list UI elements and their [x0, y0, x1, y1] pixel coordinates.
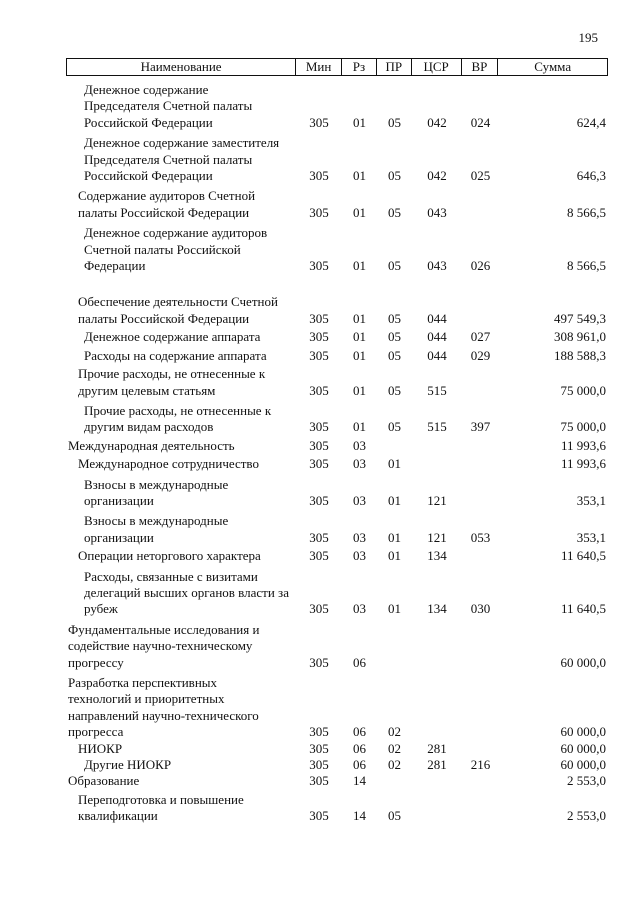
row-sum: 11 640,5 — [560, 548, 606, 564]
row-name — [66, 741, 296, 757]
row-name-line: направлений научно-технического — [68, 707, 259, 723]
row-name — [66, 294, 296, 327]
row-name-line: делегаций высших органов власти за — [84, 584, 289, 600]
row-sum: 2 553,0 — [567, 808, 606, 824]
row-name — [66, 366, 296, 399]
row-sum: 308 961,0 — [554, 329, 606, 345]
row-name-line: Денежное содержание аппарата — [84, 329, 261, 345]
header-pr: ПР — [377, 59, 412, 75]
table-row — [66, 456, 608, 472]
row-name-line: Прочие расходы, не отнесенные к — [78, 366, 266, 382]
row-name-line: Взносы в международные — [84, 513, 229, 529]
row-rz: 03 — [353, 529, 366, 545]
table-row — [66, 82, 608, 131]
row-name-line: Счетной палаты Российской — [84, 241, 241, 257]
row-name-line: Российской Федерации — [84, 114, 213, 130]
row-min: 305 — [309, 258, 329, 274]
row-sum: 8 566,5 — [567, 258, 606, 274]
row-pr: 01 — [388, 529, 401, 545]
row-name-line: Денежное содержание — [84, 82, 209, 97]
row-vr: 027 — [470, 329, 491, 345]
table-row — [66, 675, 608, 741]
row-rz: 03 — [353, 492, 366, 508]
row-rz: 01 — [353, 382, 366, 398]
row-vr: 025 — [470, 168, 491, 184]
row-rz: 06 — [353, 654, 366, 670]
row-name — [66, 438, 296, 454]
row-name-line: Операции неторгового характера — [78, 548, 261, 564]
row-rz: 14 — [353, 773, 366, 789]
row-min: 305 — [309, 757, 329, 773]
row-name-line: прогрессу — [68, 654, 124, 670]
header-name: Наименование — [67, 59, 296, 75]
table-row — [66, 403, 608, 436]
row-csr: 515 — [427, 382, 447, 398]
header-sum: Сумма — [534, 59, 572, 74]
row-min: 305 — [309, 347, 329, 363]
row-name-line: организации — [84, 529, 154, 545]
row-name-line: Прочие расходы, не отнесенные к — [84, 402, 272, 418]
row-min: 305 — [309, 654, 329, 670]
row-min: 305 — [309, 529, 329, 545]
row-name-line: технологий и приоритетных — [68, 691, 225, 707]
row-name — [66, 225, 296, 274]
row-vr: 024 — [470, 114, 491, 130]
row-rz: 01 — [353, 114, 366, 130]
row-vr: 026 — [470, 258, 491, 274]
row-min: 305 — [309, 740, 329, 756]
row-pr: 01 — [388, 492, 401, 508]
row-name — [66, 548, 296, 564]
row-csr: 121 — [427, 529, 447, 545]
row-csr: 134 — [427, 601, 447, 617]
row-name — [66, 513, 296, 546]
row-pr: 05 — [388, 808, 401, 824]
table-row — [66, 548, 608, 564]
row-name — [66, 792, 296, 825]
row-pr: 05 — [388, 310, 401, 326]
row-rz: 03 — [353, 456, 366, 472]
row-min: 305 — [309, 419, 329, 435]
header-min: Мин — [296, 59, 342, 75]
row-sum: 2 553,0 — [567, 773, 606, 789]
row-name — [66, 329, 296, 345]
row-name-line: Другие НИОКР — [84, 757, 172, 773]
row-name-line: Разработка перспективных — [68, 675, 218, 690]
row-name — [66, 675, 296, 741]
budget-table — [66, 58, 608, 825]
row-sum: 624,4 — [576, 114, 606, 130]
row-sum: 646,3 — [576, 168, 606, 184]
row-name-line: Обеспечение деятельности Счетной — [78, 294, 278, 310]
row-name — [66, 82, 296, 131]
row-name-line: Международная деятельность — [68, 437, 235, 453]
row-csr: 044 — [427, 310, 447, 326]
row-min: 305 — [309, 808, 329, 824]
row-min: 305 — [309, 382, 329, 398]
row-sum: 60 000,0 — [560, 740, 606, 756]
row-csr: 044 — [427, 347, 447, 363]
header-csr: ЦСР — [412, 59, 462, 75]
row-min: 305 — [309, 437, 329, 453]
table-row — [66, 757, 608, 773]
row-rz: 01 — [353, 258, 366, 274]
row-name-line: Международное сотрудничество — [78, 456, 259, 472]
row-min: 305 — [309, 548, 329, 564]
row-pr: 01 — [388, 548, 401, 564]
row-name-line: Содержание аудиторов Счетной — [78, 188, 256, 204]
row-name — [66, 188, 296, 221]
row-rz: 01 — [353, 168, 366, 184]
row-sum: 11 993,6 — [560, 456, 606, 472]
row-rz: 03 — [353, 548, 366, 564]
row-pr: 02 — [388, 757, 401, 773]
row-rz: 06 — [353, 724, 366, 740]
row-rz: 01 — [353, 204, 366, 220]
row-pr: 02 — [388, 724, 401, 740]
row-sum: 75 000,0 — [560, 382, 606, 398]
row-name-line: Денежное содержание заместителя — [84, 135, 280, 151]
row-name — [66, 477, 296, 510]
row-rz: 03 — [353, 437, 366, 453]
row-vr: 029 — [470, 347, 491, 363]
row-pr: 05 — [388, 168, 401, 184]
row-sum: 60 000,0 — [560, 724, 606, 740]
row-pr: 05 — [388, 382, 401, 398]
row-name-line: содействие научно-техническому — [68, 638, 253, 654]
table-row — [66, 773, 608, 789]
table-row — [66, 294, 608, 327]
row-sum: 11 640,5 — [560, 601, 606, 617]
row-name-line: Переподготовка и повышение — [78, 791, 244, 807]
row-sum: 75 000,0 — [560, 419, 606, 435]
row-csr: 042 — [427, 114, 447, 130]
row-pr: 01 — [388, 456, 401, 472]
row-min: 305 — [309, 114, 329, 130]
table-row — [66, 477, 608, 510]
row-rz: 06 — [353, 740, 366, 756]
row-rz: 01 — [353, 310, 366, 326]
row-vr: 030 — [470, 601, 491, 617]
row-name-line: рубеж — [84, 601, 118, 617]
table-row — [66, 438, 608, 454]
row-sum: 497 549,3 — [554, 310, 606, 326]
row-sum: 11 993,6 — [560, 437, 606, 453]
row-sum: 60 000,0 — [560, 757, 606, 773]
row-min: 305 — [309, 601, 329, 617]
header-rz: Рз — [342, 59, 377, 75]
row-name-line: палаты Российской Федерации — [78, 204, 250, 220]
row-rz: 06 — [353, 757, 366, 773]
row-name — [66, 403, 296, 436]
row-name-line: Председателя Счетной палаты — [84, 98, 253, 114]
table-body — [66, 82, 608, 825]
row-csr: 281 — [427, 757, 447, 773]
row-csr: 042 — [427, 168, 447, 184]
row-name-line: организации — [84, 492, 154, 508]
row-name — [66, 757, 296, 773]
row-vr: 216 — [470, 757, 491, 773]
row-name-line: Образование — [68, 773, 140, 789]
row-csr: 043 — [427, 204, 447, 220]
row-rz: 01 — [353, 329, 366, 345]
row-rz: 03 — [353, 601, 366, 617]
row-min: 305 — [309, 329, 329, 345]
table-row — [66, 366, 608, 399]
row-name-line: Федерации — [84, 258, 146, 274]
row-rz: 14 — [353, 808, 366, 824]
table-row — [66, 741, 608, 757]
row-name-line: палаты Российской Федерации — [78, 310, 250, 326]
row-csr: 121 — [427, 492, 447, 508]
row-name — [66, 456, 296, 472]
row-sum: 353,1 — [576, 492, 606, 508]
row-pr: 02 — [388, 740, 401, 756]
row-min: 305 — [309, 168, 329, 184]
row-pr: 01 — [388, 601, 401, 617]
row-name-line: другим видам расходов — [84, 419, 214, 435]
table-row — [66, 348, 608, 364]
row-name — [66, 569, 296, 618]
table-row — [66, 329, 608, 345]
row-name-line: НИОКР — [78, 740, 123, 756]
row-csr: 043 — [427, 258, 447, 274]
page-number: 195 — [578, 30, 598, 45]
row-name-line: Денежное содержание аудиторов — [84, 225, 268, 241]
row-min: 305 — [309, 456, 329, 472]
row-name — [66, 773, 296, 789]
row-sum: 60 000,0 — [560, 654, 606, 670]
row-sum: 8 566,5 — [567, 204, 606, 220]
table-header — [66, 58, 608, 76]
row-pr: 05 — [388, 258, 401, 274]
row-name — [66, 135, 296, 184]
row-csr: 044 — [427, 329, 447, 345]
row-name — [66, 348, 296, 364]
row-vr: 053 — [470, 529, 491, 545]
row-pr: 05 — [388, 419, 401, 435]
row-name-line: Фундаментальные исследования и — [68, 621, 260, 637]
table-row — [66, 225, 608, 274]
row-pr: 05 — [388, 114, 401, 130]
row-rz: 01 — [353, 347, 366, 363]
table-row — [66, 622, 608, 671]
row-min: 305 — [309, 204, 329, 220]
row-name-line: квалификации — [78, 808, 158, 824]
row-csr: 515 — [427, 419, 447, 435]
row-name-line: Взносы в международные — [84, 476, 229, 492]
row-min: 305 — [309, 773, 329, 789]
row-csr: 134 — [427, 548, 447, 564]
row-sum: 188 588,3 — [554, 347, 606, 363]
row-min: 305 — [309, 492, 329, 508]
row-min: 305 — [309, 310, 329, 326]
row-min: 305 — [309, 724, 329, 740]
row-name — [66, 622, 296, 671]
row-pr: 05 — [388, 204, 401, 220]
row-name-line: Российской Федерации — [84, 168, 213, 184]
row-name-line: Расходы на содержание аппарата — [84, 347, 267, 363]
row-vr: 397 — [470, 419, 491, 435]
row-pr: 05 — [388, 329, 401, 345]
row-rz: 01 — [353, 419, 366, 435]
row-pr: 05 — [388, 347, 401, 363]
row-name-line: другим целевым статьям — [78, 382, 216, 398]
header-vr: ВР — [462, 59, 499, 75]
table-row — [66, 792, 608, 825]
row-name-line: Расходы, связанные с визитами — [84, 568, 258, 584]
row-name-line: Председателя Счетной палаты — [84, 151, 253, 167]
row-csr: 281 — [427, 740, 447, 756]
row-name-line: прогресса — [68, 724, 124, 740]
table-row — [66, 188, 608, 221]
row-sum: 353,1 — [576, 529, 606, 545]
table-row — [66, 513, 608, 546]
table-row — [66, 569, 608, 618]
table-row — [66, 135, 608, 184]
